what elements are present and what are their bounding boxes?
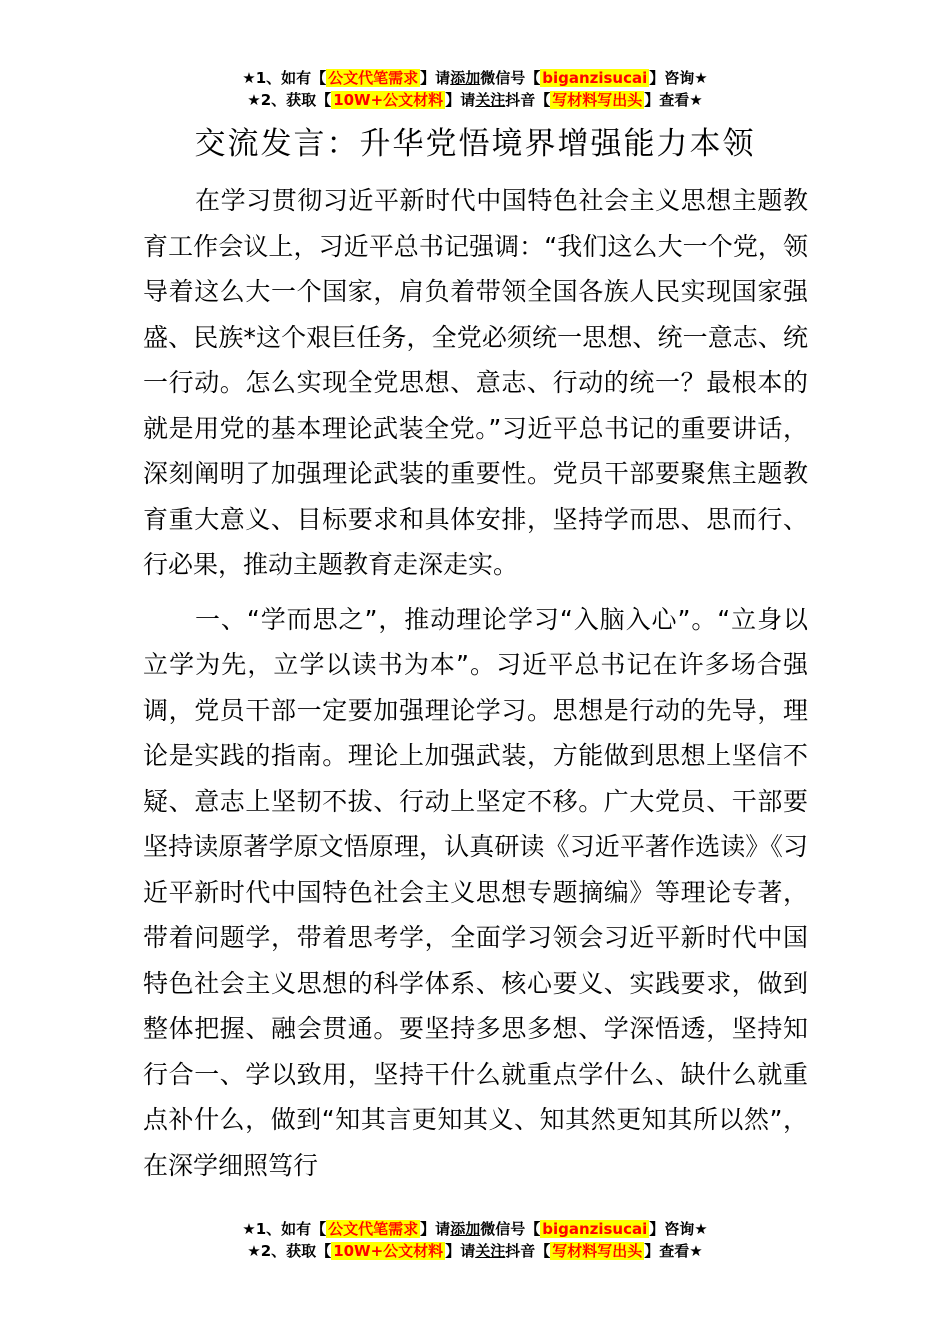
promo-line-2 bbox=[0, 1240, 950, 1262]
promo-text: 】查看★ bbox=[644, 91, 703, 109]
promo-highlight: 公文代笔需求 bbox=[328, 1220, 419, 1238]
promo-highlight: biganzisucai bbox=[542, 1220, 648, 1238]
promo-underlined-text: 关注 bbox=[475, 1242, 506, 1260]
promo-highlight: 10W+公文材料 bbox=[333, 1242, 444, 1260]
promo-text: 】请 bbox=[420, 1220, 451, 1238]
promo-highlight: 公文代笔需求 bbox=[328, 69, 419, 87]
promo-highlight: 写材料写出头 bbox=[552, 91, 643, 109]
promo-text: ★1、如有【 bbox=[242, 69, 327, 87]
promo-line-1 bbox=[0, 1218, 950, 1240]
promo-text: ★1、如有【 bbox=[242, 1220, 327, 1238]
promo-banner-bottom bbox=[0, 1218, 950, 1262]
body-paragraph: 在学习贯彻习近平新时代中国特色社会主义思想主题教育工作会议上，习近平总书记强调：“我们这么大一个党，领导着这么大一个国家，肩负着带领全国各族人民实现国家强盛、民族*这个艰巨任务，全党必须统一思想、统一意志、统一行动。怎么实现全党思想、意志、行动的统一？最根本的就是用党的基本理论武装全党。”习近平总书记的重要讲话，深刻阐明了加强理论武装的重要性。党员干部要聚焦主题教育重大意义、目标要求和具体安排，坚持学而思、思而行、行必果，推动主题教育走深走实。 bbox=[143, 186, 808, 579]
promo-text: 】请 bbox=[445, 91, 476, 109]
body-paragraph: 一、“学而思之”，推动理论学习“入脑入心”。“立身以立学为先，立学以读书为本”。习近平总书记在许多场合强调，党员干部一定要加强理论学习。思想是行动的先导，理论是实践的指南。理论上加强武装，方能做到思想上坚信不疑、意志上坚韧不拔、行动上坚定不移。广大党员、干部要坚持读原著学原文悟原理，认真研读《习近平著作选读》《习近平新时代中国特色社会主义思想专题摘编》等理论专著，带着问题学，带着思考学，全面学习领会习近平新时代中国特色社会主义思想的科学体系、核心要义、实践要求，做到整体把握、融会贯通。要坚持多思多想、学深悟透，坚持知行合一、学以致用，坚持干什么就重点学什么、缺什么就重点补什么，做到“知其言更知其义、知其然更知其所以然”，在深学细照笃行 bbox=[143, 604, 808, 1180]
promo-highlight: 10W+公文材料 bbox=[333, 91, 444, 109]
promo-text: 抖音【 bbox=[505, 91, 551, 109]
promo-highlight: 写材料写出头 bbox=[552, 1242, 643, 1260]
promo-line-2 bbox=[0, 89, 950, 111]
promo-text: 抖音【 bbox=[505, 1242, 551, 1260]
promo-underlined-text: 添加 bbox=[450, 1220, 481, 1238]
promo-text: 】查看★ bbox=[644, 1242, 703, 1260]
promo-text: 微信号【 bbox=[480, 1220, 541, 1238]
promo-underlined-text: 添加 bbox=[450, 69, 481, 87]
promo-line-1 bbox=[0, 67, 950, 89]
promo-text: 】咨询★ bbox=[649, 1220, 708, 1238]
promo-underlined-text: 关注 bbox=[475, 91, 506, 109]
promo-highlight: biganzisucai bbox=[542, 69, 648, 87]
document-title: 交流发言：升华党悟境界增强能力本领 bbox=[194, 126, 756, 162]
promo-text: 微信号【 bbox=[480, 69, 541, 87]
document-body bbox=[143, 178, 808, 1188]
promo-text: ★2、获取【 bbox=[247, 1242, 332, 1260]
promo-text: 】请 bbox=[420, 69, 451, 87]
promo-text: 】请 bbox=[445, 1242, 476, 1260]
promo-text: ★2、获取【 bbox=[247, 91, 332, 109]
promo-banner-top bbox=[0, 67, 950, 111]
promo-text: 】咨询★ bbox=[649, 69, 708, 87]
